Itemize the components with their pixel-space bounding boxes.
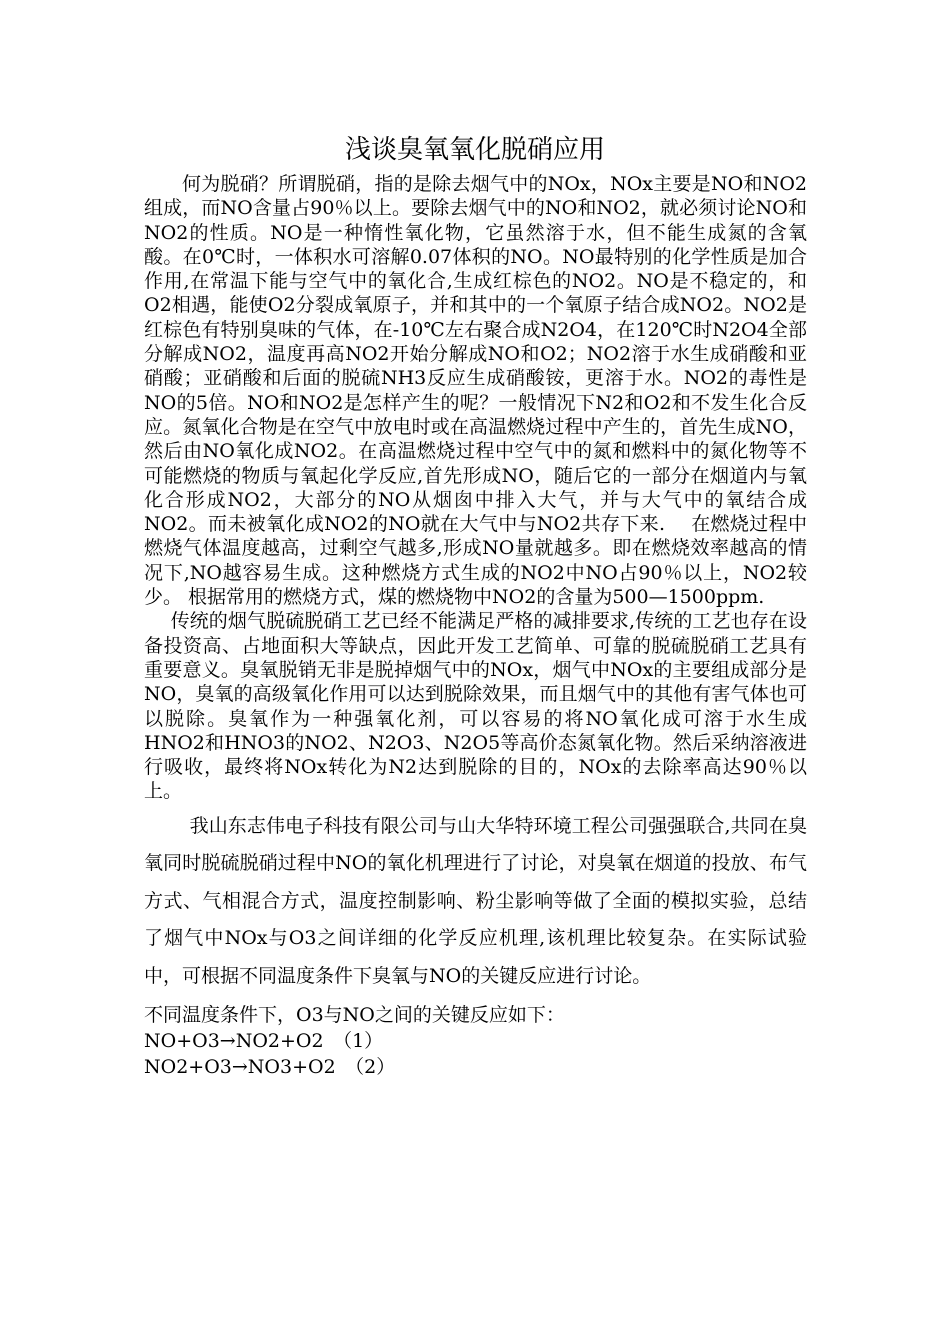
reaction-intro: 不同温度条件下，O3与NO之间的关键反应如下： [144,1004,565,1027]
reaction-equation-1: NO+O3→NO2+O2 （1） [144,1029,384,1052]
document-title: 浅谈臭氧氧化脱硝应用 [344,135,605,165]
paragraph-2: 传统的烟气脱硫脱硝工艺已经不能满足严格的减排要求,传统的工艺也存在设备投资高、占地面积大等缺点，因此开发工艺简单、可靠的脱硫脱硝工艺具有重要意义。臭氧脱销无非是脱掉烟气中的NOx，烟气中NOx的主要组成部分是NO，臭氧的高级氧化作用可以达到脱除效果，而且烟气中的其他有害气体也可以脱除。臭氧作为一种强氧化剂，可以容易的将NO氧化成可溶于水生成HNO2和HNO3的NO2、N2O3、N2O5等高价态氮氧化物。然后采纳溶液进行吸收，最终将NOx转化为N2达到脱除的目的，NOx的去除率高达90％以上。 [144,610,807,803]
paragraph-3: 我山东志伟电子科技有限公司与山大华特环境工程公司强强联合,共同在臭氧同时脱硫脱硝过程中NO的氧化机理进行了讨论，对臭氧在烟道的投放、布气方式、气相混合方式，温度控制影响、粉尘影响等做了全面的模拟实验，总结了烟气中NOx与O3之间详细的化学反应机理,该机理比较复杂。在实际试验中，可根据不同温度条件下臭氧与NO的关键反应进行讨论。 [144,814,807,987]
document-body [144,172,807,1080]
reaction-equation-2: NO2+O3→NO3+O2 （2） [144,1055,396,1078]
paragraph-1: 何为脱硝？所谓脱硝，指的是除去烟气中的NOx，NOx主要是NO和NO2组成，而NO含量占90％以上。要除去烟气中的NO和NO2，就必须讨论NO和NO2的性质。NO是一种惰性氧化物，它虽然溶于水，但不能生成氮的含氧酸。在0℃时，一体积水可溶解0.07体积的NO。NO最特别的化学性质是加合作用,在常温下能与空气中的氧化合,生成红棕色的NO2。NO是不稳定的，和O2相遇，能使O2分裂成氧原子，并和其中的一个氧原子结合成NO2。NO2是红棕色有特别臭味的气体，在-10℃左右聚合成N2O4，在120℃时N2O4全部分解成NO2，温度再高NO2开始分解成NO和O2；NO2溶于水生成硝酸和亚硝酸；亚硝酸和后面的脱硫NH3反应生成硝酸铵，更溶于水。NO2的毒性是NO的5倍。NO和NO2是怎样产生的呢？一般情况下N2和O2和不发生化合反应。氮氧化合物是在空气中放电时或在高温燃烧过程中产生的，首先生成NO，然后由NO氧化成NO2。在高温燃烧过程中空气中的氮和燃料中的氮化物等不可能燃烧的物质与氧起化学反应,首先形成NO，随后它的一部分在烟道内与氧化合形成NO2，大部分的NO从烟囱中排入大气，并与大气中的氧结合成NO2。而未被氧化成NO2的NO就在大气中与NO2共存下来. 在燃烧过程中燃烧气体温度越高，过剩空气越多,形成NO量就越多。即在燃烧效率越高的情况下,NO越容易生成。这种燃烧方式生成的NO2中NO占90％以上，NO2较少。 根据常用的燃烧方式，煤的燃烧物中NO2的含量为500—1500ppm. [144,173,807,609]
